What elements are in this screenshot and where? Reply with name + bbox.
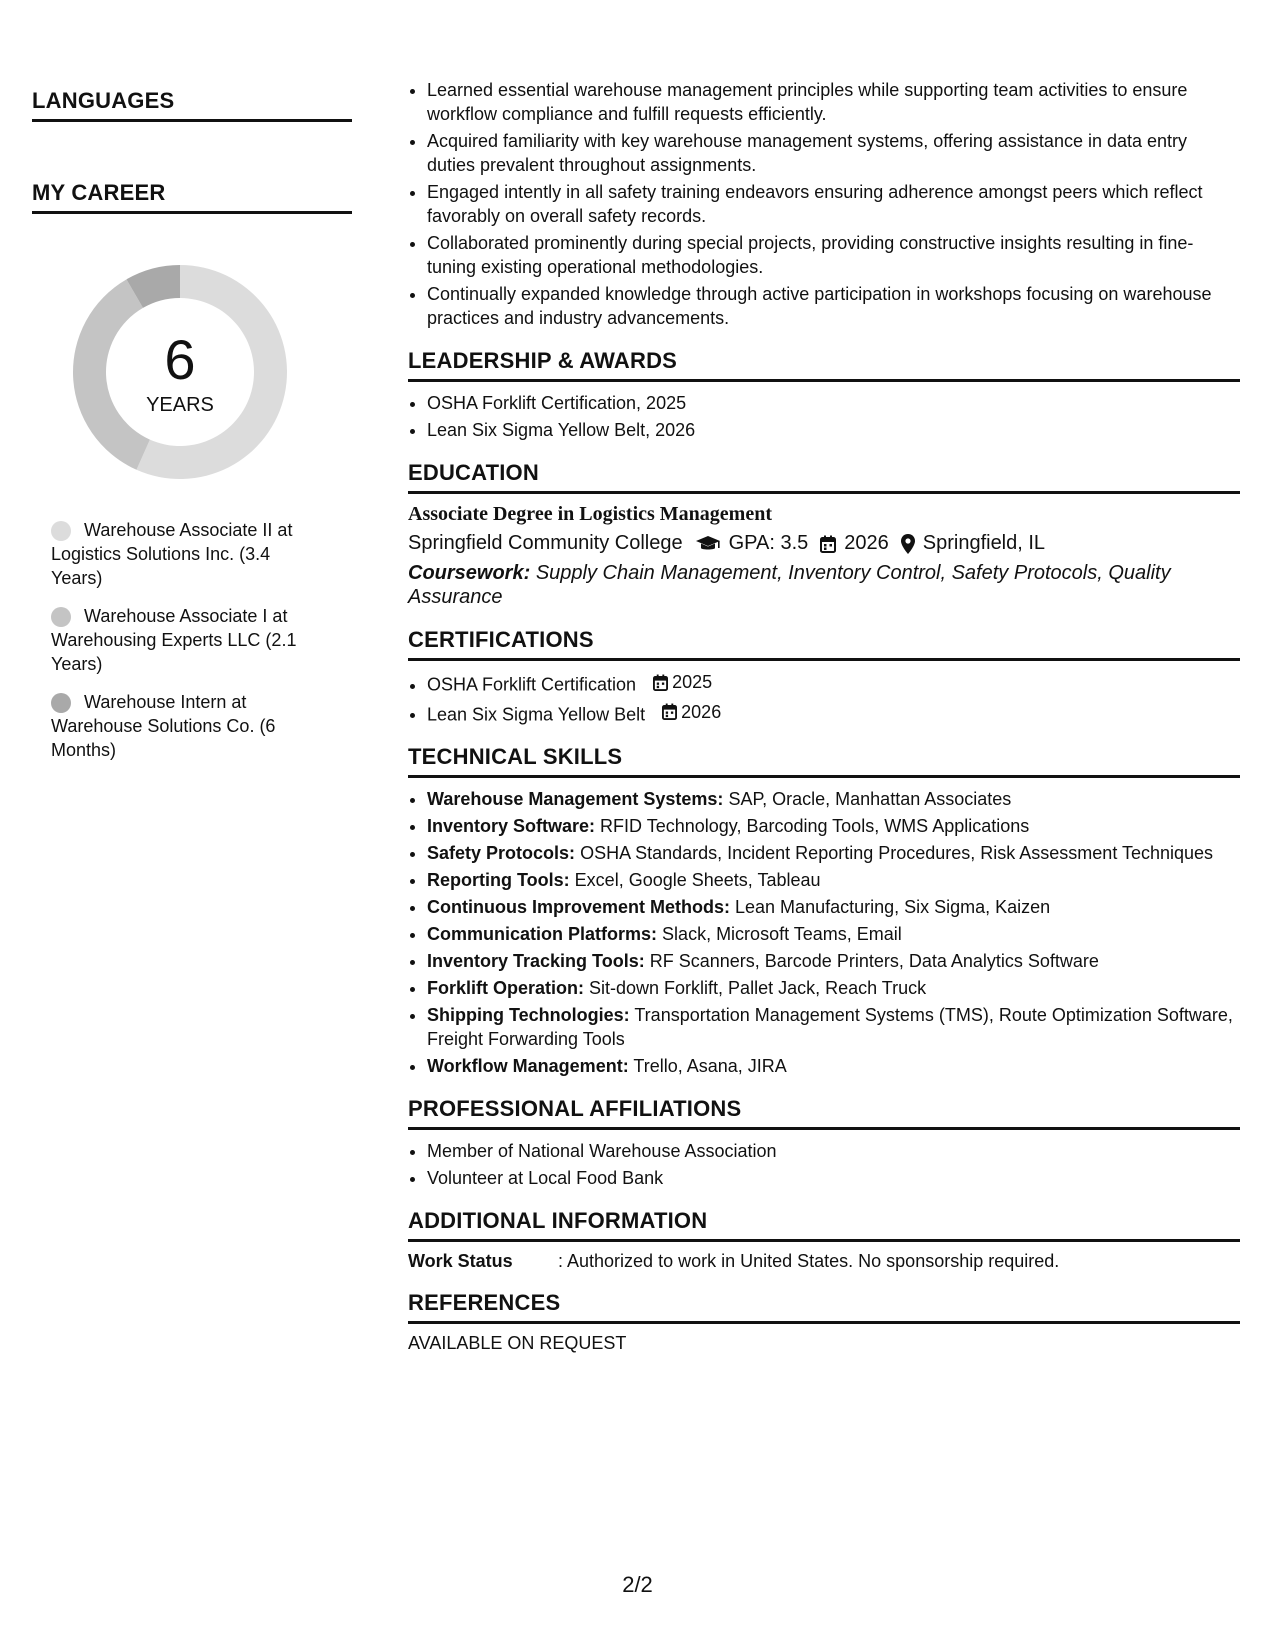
leadership-item: • Lean Six Sigma Yellow Belt, 2026: [427, 418, 1240, 442]
location-pin-icon: [901, 534, 915, 554]
certification-name: OSHA Forklift Certification: [427, 674, 637, 695]
skill-item: [427, 976, 1240, 1000]
work-status-label: Work Status: [408, 1251, 513, 1271]
experience-bullet: • Acquired familiarity with key warehouse management systems, offering assistance in data entry duties prevalent throughout assignments.: [427, 129, 1240, 177]
skill-item: [427, 787, 1240, 811]
affiliations-heading: PROFESSIONAL AFFILIATIONS: [408, 1096, 1240, 1130]
skill-label: Workflow Management:: [427, 1056, 629, 1076]
work-status-row: [408, 1251, 1240, 1272]
skills-list: [408, 787, 1240, 1078]
legend-item: [51, 690, 321, 762]
certification-year: 2026: [681, 701, 722, 722]
experience-bullet: • Engaged intently in all safety training endeavors ensuring adherence amongst peers which reflect favorably on overall safety records.: [427, 180, 1240, 228]
skill-label: Inventory Software:: [427, 816, 596, 836]
career-donut-chart: [66, 258, 294, 486]
graduation-cap-icon: [695, 535, 721, 553]
experience-bullet: • Collaborated prominently during special projects, providing constructive insights resulting in fine-tuning existing operational methodologies.: [427, 231, 1240, 279]
education-heading: EDUCATION: [408, 460, 1240, 494]
skill-value: Excel, Google Sheets, Tableau: [574, 870, 821, 890]
skill-label: Continuous Improvement Methods:: [427, 897, 730, 917]
calendar-icon: [653, 674, 668, 691]
career-legend: [51, 518, 321, 762]
calendar-icon: [820, 535, 836, 553]
certification-year: 2025: [672, 672, 713, 692]
work-status-value: : Authorized to work in United States. No sponsorship required.: [558, 1251, 1060, 1271]
education-gpa: GPA: 3.5: [728, 532, 809, 554]
experience-bullet: • Learned essential warehouse management principles while supporting team activities to ensure workflow compliance and fulfill requests efficiently.: [427, 78, 1240, 126]
skill-item: [427, 1054, 1240, 1078]
skill-label: Reporting Tools:: [427, 870, 570, 890]
legend-dot: [51, 521, 71, 541]
skill-label: Safety Protocols:: [427, 843, 576, 863]
education-coursework: [408, 561, 1240, 609]
languages-heading: LANGUAGES: [32, 88, 352, 122]
skill-item: [427, 895, 1240, 919]
legend-label: Warehouse Associate I at Warehousing Experts LLC (2.1 Years): [51, 606, 297, 674]
coursework-text: Supply Chain Management, Inventory Control, Safety Protocols, Quality Assurance: [408, 562, 1171, 608]
legend-item: [51, 604, 321, 676]
certifications-list: [408, 670, 1240, 726]
skill-value: Lean Manufacturing, Six Sigma, Kaizen: [735, 897, 1051, 917]
page-number: 2/2: [622, 1572, 653, 1597]
certification-name: Lean Six Sigma Yellow Belt: [427, 704, 646, 724]
skill-item: [427, 949, 1240, 973]
affiliation-item: • Member of National Warehouse Association: [427, 1139, 1240, 1163]
skill-item: [427, 922, 1240, 946]
certification-year-wrap: [653, 670, 712, 694]
skill-value: OSHA Standards, Incident Reporting Procedures, Risk Assessment Techniques: [580, 843, 1214, 863]
skill-value: Trello, Asana, JIRA: [633, 1056, 787, 1076]
leadership-list: [408, 391, 1240, 442]
education-degree: Associate Degree in Logistics Management: [408, 503, 773, 525]
skill-label: Shipping Technologies:: [427, 1005, 630, 1025]
career-heading: MY CAREER: [32, 180, 352, 214]
skill-item: [427, 814, 1240, 838]
skill-value: Sit-down Forklift, Pallet Jack, Reach Truck: [589, 978, 927, 998]
legend-label: Warehouse Intern at Warehouse Solutions Co. (6 Months): [51, 692, 276, 760]
certification-year-wrap: [662, 700, 721, 724]
education-location: Springfield, IL: [922, 532, 1046, 554]
certification-item: [427, 700, 1240, 727]
skill-label: Inventory Tracking Tools:: [427, 951, 645, 971]
skill-item: [427, 1003, 1240, 1051]
donut-total-years: 6: [164, 328, 196, 391]
legend-label: Warehouse Associate II at Logistics Solutions Inc. (3.4 Years): [51, 520, 293, 588]
sidebar: [32, 88, 352, 776]
legend-dot: [51, 693, 71, 713]
skill-value: RF Scanners, Barcode Printers, Data Analytics Software: [649, 951, 1099, 971]
legend-item: [51, 518, 321, 590]
skill-value: Slack, Microsoft Teams, Email: [662, 924, 902, 944]
education-year: 2026: [844, 532, 889, 554]
experience-bullet: • Continually expanded knowledge through active participation in workshops focusing on warehouse practices and industry advancements.: [427, 282, 1240, 330]
references-text: AVAILABLE ON REQUEST: [408, 1333, 627, 1353]
leadership-item: • OSHA Forklift Certification, 2025: [427, 391, 1240, 415]
leadership-heading: LEADERSHIP & AWARDS: [408, 348, 1240, 382]
certifications-heading: CERTIFICATIONS: [408, 627, 1240, 661]
affiliation-item: • Volunteer at Local Food Bank: [427, 1166, 1240, 1190]
main-column: [408, 78, 1240, 1354]
education-school: Springfield Community College: [408, 532, 683, 554]
donut-unit-label: YEARS: [146, 394, 214, 416]
skill-value: Transportation Management Systems (TMS), Route Optimization Software, Freight Forwarding Tools: [427, 1005, 1233, 1049]
skill-value: RFID Technology, Barcoding Tools, WMS Applications: [600, 816, 1030, 836]
additional-heading: ADDITIONAL INFORMATION: [408, 1208, 1240, 1242]
education-details: [408, 532, 1240, 555]
references-heading: REFERENCES: [408, 1290, 1240, 1324]
donut-center: [66, 258, 294, 486]
skill-label: Warehouse Management Systems:: [427, 789, 724, 809]
coursework-label: Coursework:: [408, 562, 531, 584]
legend-dot: [51, 607, 71, 627]
calendar-icon: [662, 703, 677, 720]
skill-value: SAP, Oracle, Manhattan Associates: [728, 789, 1012, 809]
skills-heading: TECHNICAL SKILLS: [408, 744, 1240, 778]
skill-item: [427, 868, 1240, 892]
skill-label: Forklift Operation:: [427, 978, 584, 998]
affiliations-list: [408, 1139, 1240, 1190]
skill-label: Communication Platforms:: [427, 924, 658, 944]
experience-bullets: [408, 78, 1240, 330]
skill-item: [427, 841, 1240, 865]
certification-item: [427, 670, 1240, 697]
